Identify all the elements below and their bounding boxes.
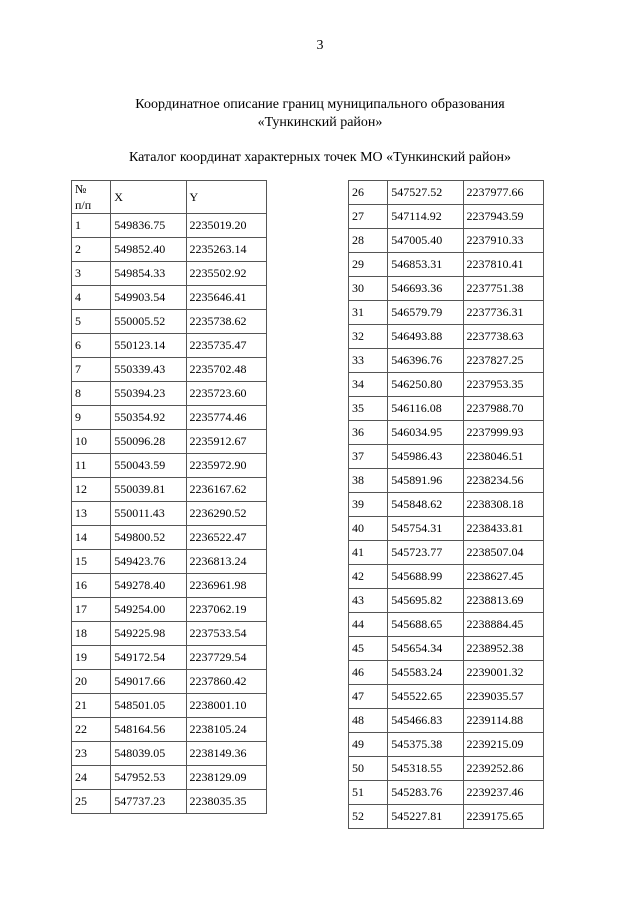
x-coordinate: 549172.54 (111, 646, 186, 670)
table-row (72, 262, 267, 286)
y-coordinate: 2237729.54 (186, 646, 266, 670)
table-row (349, 421, 544, 445)
point-number: 6 (72, 334, 111, 358)
point-number: 33 (349, 349, 388, 373)
point-number: 29 (349, 253, 388, 277)
header-number (72, 181, 111, 214)
x-coordinate: 547527.52 (388, 181, 463, 205)
point-number: 44 (349, 613, 388, 637)
catalog-subtitle: Каталог координат характерных точек МО «Тункинский район» (129, 150, 511, 165)
y-coordinate: 2238149.36 (186, 742, 266, 766)
y-coordinate: 2237810.41 (463, 253, 543, 277)
y-coordinate: 2236961.98 (186, 574, 266, 598)
x-coordinate: 545375.38 (388, 733, 463, 757)
table-row (349, 613, 544, 637)
table-row (72, 526, 267, 550)
x-coordinate: 545723.77 (388, 541, 463, 565)
table-row (349, 277, 544, 301)
x-coordinate: 545688.99 (388, 565, 463, 589)
point-number: 18 (72, 622, 111, 646)
y-coordinate: 2238627.45 (463, 565, 543, 589)
x-coordinate: 550354.92 (111, 406, 186, 430)
y-coordinate: 2235702.48 (186, 358, 266, 382)
title-line-1: Координатное описание границ муниципального образования (135, 97, 505, 112)
x-coordinate: 547114.92 (388, 205, 463, 229)
y-coordinate: 2239001.32 (463, 661, 543, 685)
x-coordinate: 549254.00 (111, 598, 186, 622)
y-coordinate: 2238035.35 (186, 790, 266, 814)
y-coordinate: 2235646.41 (186, 286, 266, 310)
table-row (349, 469, 544, 493)
x-coordinate: 545695.82 (388, 589, 463, 613)
header-y: Y (186, 181, 266, 214)
x-coordinate: 547737.23 (111, 790, 186, 814)
table-row (349, 205, 544, 229)
y-coordinate: 2238105.24 (186, 718, 266, 742)
table-row (349, 349, 544, 373)
point-number: 41 (349, 541, 388, 565)
point-number: 13 (72, 502, 111, 526)
table-row (349, 685, 544, 709)
point-number: 11 (72, 454, 111, 478)
x-coordinate: 546579.79 (388, 301, 463, 325)
y-coordinate: 2236522.47 (186, 526, 266, 550)
table-row (349, 181, 544, 205)
table-row (72, 454, 267, 478)
y-coordinate: 2237738.63 (463, 325, 543, 349)
y-coordinate: 2238046.51 (463, 445, 543, 469)
point-number: 47 (349, 685, 388, 709)
point-number: 46 (349, 661, 388, 685)
y-coordinate: 2236813.24 (186, 550, 266, 574)
x-coordinate: 545583.24 (388, 661, 463, 685)
x-coordinate: 549836.75 (111, 214, 186, 238)
y-coordinate: 2235774.46 (186, 406, 266, 430)
point-number: 48 (349, 709, 388, 733)
table-row (72, 358, 267, 382)
table-row (349, 541, 544, 565)
x-coordinate: 548501.05 (111, 694, 186, 718)
table-row (72, 550, 267, 574)
point-number: 35 (349, 397, 388, 421)
point-number: 27 (349, 205, 388, 229)
x-coordinate: 549278.40 (111, 574, 186, 598)
x-coordinate: 549423.76 (111, 550, 186, 574)
x-coordinate: 550039.81 (111, 478, 186, 502)
table-row (72, 214, 267, 238)
x-coordinate: 545283.76 (388, 781, 463, 805)
point-number: 2 (72, 238, 111, 262)
header-x: X (111, 181, 186, 214)
y-coordinate: 2238234.56 (463, 469, 543, 493)
table-row (349, 253, 544, 277)
x-coordinate: 550043.59 (111, 454, 186, 478)
table-row (72, 406, 267, 430)
y-coordinate: 2238129.09 (186, 766, 266, 790)
header-number-symbol: № (75, 182, 87, 196)
x-coordinate: 547005.40 (388, 229, 463, 253)
table-row (72, 646, 267, 670)
x-coordinate: 545522.65 (388, 685, 463, 709)
x-coordinate: 545654.34 (388, 637, 463, 661)
y-coordinate: 2237977.66 (463, 181, 543, 205)
x-coordinate: 545227.81 (388, 805, 463, 829)
point-number: 31 (349, 301, 388, 325)
x-coordinate: 546034.95 (388, 421, 463, 445)
x-coordinate: 548039.05 (111, 742, 186, 766)
table-row (72, 310, 267, 334)
title-line-2: «Тункинский район» (257, 115, 383, 130)
table-row (349, 397, 544, 421)
point-number: 42 (349, 565, 388, 589)
y-coordinate: 2235502.92 (186, 262, 266, 286)
y-coordinate: 2238308.18 (463, 493, 543, 517)
point-number: 36 (349, 421, 388, 445)
point-number: 21 (72, 694, 111, 718)
table-row (349, 637, 544, 661)
point-number: 14 (72, 526, 111, 550)
point-number: 32 (349, 325, 388, 349)
x-coordinate: 545318.55 (388, 757, 463, 781)
y-coordinate: 2236290.52 (186, 502, 266, 526)
x-coordinate: 550339.43 (111, 358, 186, 382)
point-number: 30 (349, 277, 388, 301)
x-coordinate: 550011.43 (111, 502, 186, 526)
x-coordinate: 546853.31 (388, 253, 463, 277)
point-number: 50 (349, 757, 388, 781)
table-row (349, 493, 544, 517)
x-coordinate: 550005.52 (111, 310, 186, 334)
table-row (349, 661, 544, 685)
table-row (349, 565, 544, 589)
y-coordinate: 2235972.90 (186, 454, 266, 478)
x-coordinate: 545986.43 (388, 445, 463, 469)
table-row (349, 709, 544, 733)
point-number: 26 (349, 181, 388, 205)
header-number-abbr: п/п (75, 198, 92, 212)
table-row (349, 229, 544, 253)
point-number: 7 (72, 358, 111, 382)
table-row (72, 766, 267, 790)
table-row (72, 286, 267, 310)
point-number: 22 (72, 718, 111, 742)
y-coordinate: 2239114.88 (463, 709, 543, 733)
x-coordinate: 550096.28 (111, 430, 186, 454)
point-number: 45 (349, 637, 388, 661)
y-coordinate: 2235735.47 (186, 334, 266, 358)
x-coordinate: 547952.53 (111, 766, 186, 790)
point-number: 23 (72, 742, 111, 766)
point-number: 43 (349, 589, 388, 613)
table-row (349, 301, 544, 325)
y-coordinate: 2235019.20 (186, 214, 266, 238)
y-coordinate: 2239215.09 (463, 733, 543, 757)
point-number: 20 (72, 670, 111, 694)
x-coordinate: 549903.54 (111, 286, 186, 310)
coordinates-table-right (348, 180, 544, 829)
table-header-row (72, 181, 267, 214)
x-coordinate: 549852.40 (111, 238, 186, 262)
table-row (72, 574, 267, 598)
table-row (349, 589, 544, 613)
y-coordinate: 2237999.93 (463, 421, 543, 445)
y-coordinate: 2238433.81 (463, 517, 543, 541)
point-number: 17 (72, 598, 111, 622)
x-coordinate: 548164.56 (111, 718, 186, 742)
table-row (349, 325, 544, 349)
document-title (0, 96, 640, 132)
page-number: 3 (316, 38, 324, 53)
x-coordinate: 549854.33 (111, 262, 186, 286)
x-coordinate: 550394.23 (111, 382, 186, 406)
y-coordinate: 2237062.19 (186, 598, 266, 622)
point-number: 12 (72, 478, 111, 502)
point-number: 39 (349, 493, 388, 517)
y-coordinate: 2237860.42 (186, 670, 266, 694)
y-coordinate: 2237751.38 (463, 277, 543, 301)
point-number: 5 (72, 310, 111, 334)
coordinates-table-left (71, 180, 267, 814)
x-coordinate: 546396.76 (388, 349, 463, 373)
table-row (72, 502, 267, 526)
y-coordinate: 2237988.70 (463, 397, 543, 421)
point-number: 1 (72, 214, 111, 238)
point-number: 4 (72, 286, 111, 310)
table-row (349, 805, 544, 829)
x-coordinate: 546493.88 (388, 325, 463, 349)
y-coordinate: 2239035.57 (463, 685, 543, 709)
point-number: 25 (72, 790, 111, 814)
table-row (72, 622, 267, 646)
point-number: 10 (72, 430, 111, 454)
x-coordinate: 546693.36 (388, 277, 463, 301)
y-coordinate: 2235263.14 (186, 238, 266, 262)
x-coordinate: 545754.31 (388, 517, 463, 541)
y-coordinate: 2239237.46 (463, 781, 543, 805)
x-coordinate: 549800.52 (111, 526, 186, 550)
y-coordinate: 2238001.10 (186, 694, 266, 718)
point-number: 8 (72, 382, 111, 406)
x-coordinate: 545848.62 (388, 493, 463, 517)
y-coordinate: 2235738.62 (186, 310, 266, 334)
x-coordinate: 550123.14 (111, 334, 186, 358)
x-coordinate: 546250.80 (388, 373, 463, 397)
table-row (72, 742, 267, 766)
table-row (349, 757, 544, 781)
point-number: 38 (349, 469, 388, 493)
x-coordinate: 545891.96 (388, 469, 463, 493)
point-number: 28 (349, 229, 388, 253)
x-coordinate: 549017.66 (111, 670, 186, 694)
y-coordinate: 2238884.45 (463, 613, 543, 637)
point-number: 24 (72, 766, 111, 790)
table-row (72, 598, 267, 622)
table-row (72, 670, 267, 694)
table-row (349, 517, 544, 541)
x-coordinate: 545688.65 (388, 613, 463, 637)
y-coordinate: 2237953.35 (463, 373, 543, 397)
y-coordinate: 2235723.60 (186, 382, 266, 406)
table-row (349, 733, 544, 757)
y-coordinate: 2238813.69 (463, 589, 543, 613)
point-number: 9 (72, 406, 111, 430)
y-coordinate: 2237943.59 (463, 205, 543, 229)
point-number: 37 (349, 445, 388, 469)
table-row (72, 790, 267, 814)
point-number: 16 (72, 574, 111, 598)
y-coordinate: 2239175.65 (463, 805, 543, 829)
y-coordinate: 2236167.62 (186, 478, 266, 502)
y-coordinate: 2235912.67 (186, 430, 266, 454)
x-coordinate: 545466.83 (388, 709, 463, 733)
table-row (72, 382, 267, 406)
y-coordinate: 2237910.33 (463, 229, 543, 253)
y-coordinate: 2238952.38 (463, 637, 543, 661)
table-row (72, 334, 267, 358)
table-row (349, 781, 544, 805)
table-row (349, 373, 544, 397)
x-coordinate: 549225.98 (111, 622, 186, 646)
point-number: 15 (72, 550, 111, 574)
y-coordinate: 2237736.31 (463, 301, 543, 325)
table-row (72, 478, 267, 502)
table-row (349, 445, 544, 469)
point-number: 3 (72, 262, 111, 286)
y-coordinate: 2237533.54 (186, 622, 266, 646)
table-row (72, 718, 267, 742)
point-number: 49 (349, 733, 388, 757)
y-coordinate: 2239252.86 (463, 757, 543, 781)
point-number: 52 (349, 805, 388, 829)
point-number: 40 (349, 517, 388, 541)
table-row (72, 694, 267, 718)
y-coordinate: 2237827.25 (463, 349, 543, 373)
point-number: 34 (349, 373, 388, 397)
table-row (72, 238, 267, 262)
table-row (72, 430, 267, 454)
point-number: 19 (72, 646, 111, 670)
x-coordinate: 546116.08 (388, 397, 463, 421)
point-number: 51 (349, 781, 388, 805)
y-coordinate: 2238507.04 (463, 541, 543, 565)
